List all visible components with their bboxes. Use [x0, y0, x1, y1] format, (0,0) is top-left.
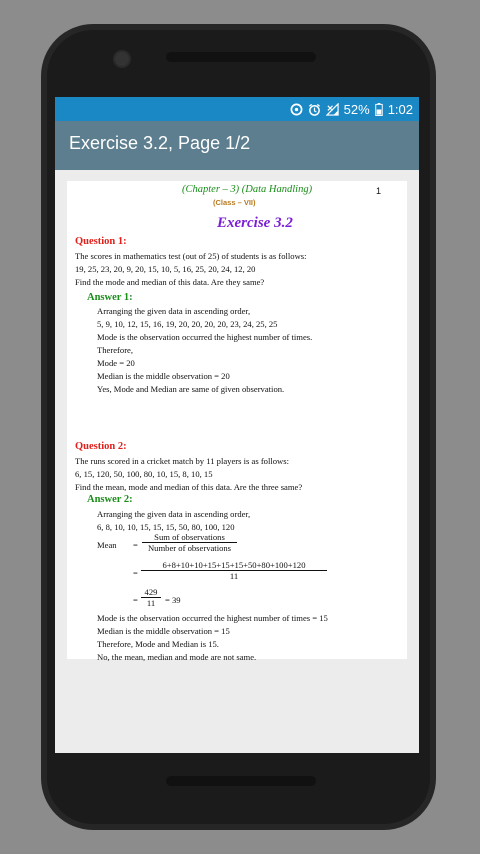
screen: [55, 97, 419, 753]
class-label: (Class – VII): [213, 198, 256, 207]
app-bar: [55, 121, 419, 170]
answer-1-line: Therefore,: [97, 345, 134, 355]
answer-1-line: 5, 9, 10, 12, 15, 16, 19, 20, 20, 20, 20, 23, 24, 25, 25: [97, 319, 278, 329]
equals-sign: =: [133, 540, 138, 550]
question-2-line: Find the mean, mode and median of this data. Are the three same?: [75, 482, 303, 492]
mean-label: Mean: [97, 540, 117, 550]
answer-1-line: Median is the middle observation = 20: [97, 371, 230, 381]
equals-sign: =: [133, 595, 138, 605]
chapter-heading: (Chapter – 3) (Data Handling): [182, 184, 313, 195]
data-saver-icon: [290, 103, 303, 116]
answer-1-line: Mode = 20: [97, 358, 135, 368]
document-page[interactable]: [67, 181, 407, 662]
question-2-heading: Question 2:: [75, 441, 127, 452]
mean-result: = 39: [165, 595, 181, 605]
bottom-speaker: [166, 776, 316, 786]
fraction-numerator: Sum of observations: [154, 532, 225, 542]
answer-2-line: 6, 8, 10, 10, 15, 15, 15, 50, 80, 100, 120: [97, 522, 235, 532]
signal-icon: [326, 103, 339, 116]
fraction-numerator: 429: [144, 587, 158, 597]
fraction-numerator: 6+8+10+10+15+15+15+50+80+100+120: [162, 560, 306, 570]
fraction-429-over-11: [141, 587, 161, 608]
clock: 1:02: [387, 101, 413, 117]
fraction-denominator: 11: [229, 571, 239, 581]
answer-2-line: Therefore, Mode and Median is 15.: [97, 639, 219, 649]
answer-2-line: No, the mean, median and mode are not same.: [97, 652, 257, 662]
answer-2-heading: Answer 2:: [87, 494, 133, 505]
page-title: Exercise 3.2, Page 1/2: [69, 133, 251, 153]
fraction-denominator: Number of observations: [147, 543, 232, 553]
question-2-line: 6, 15, 120, 50, 100, 80, 10, 15, 8, 10, 15: [75, 469, 213, 479]
front-camera: [113, 50, 131, 68]
question-2-line: The runs scored in a cricket match by 11 players is as follows:: [75, 456, 289, 466]
answer-1-line: Yes, Mode and Median are same of given observation.: [97, 384, 285, 394]
answer-1-line: Mode is the observation occurred the highest number of times.: [97, 332, 313, 342]
question-1-line: Find the mode and median of this data. Are they same?: [75, 277, 265, 287]
page-number: 1: [376, 186, 382, 196]
answer-1-heading: Answer 1:: [87, 292, 133, 303]
fraction-sum-over-count: [142, 532, 237, 553]
exercise-title: Exercise 3.2: [217, 215, 293, 231]
answer-1-line: Arranging the given data in ascending order,: [97, 306, 251, 316]
equals-sign: =: [133, 568, 138, 578]
alarm-icon: [308, 103, 321, 116]
question-1-line: 19, 25, 23, 20, 9, 20, 15, 10, 5, 16, 25, 20, 24, 12, 20: [75, 264, 256, 274]
fraction-expanded-sum: [141, 560, 327, 581]
answer-2-line: Arranging the given data in ascending order,: [97, 509, 251, 519]
answer-2-line: Mode is the observation occurred the highest number of times = 15: [97, 613, 328, 623]
question-1-line: The scores in mathematics test (out of 25) of students is as follows:: [75, 251, 307, 261]
question-1-heading: Question 1:: [75, 236, 127, 247]
fraction-denominator: 11: [146, 598, 156, 608]
status-bar: [55, 97, 419, 121]
answer-2-line: Median is the middle observation = 15: [97, 626, 230, 636]
top-speaker: [166, 52, 316, 62]
battery-icon: [375, 103, 383, 116]
battery-percent: 52%: [343, 101, 370, 117]
